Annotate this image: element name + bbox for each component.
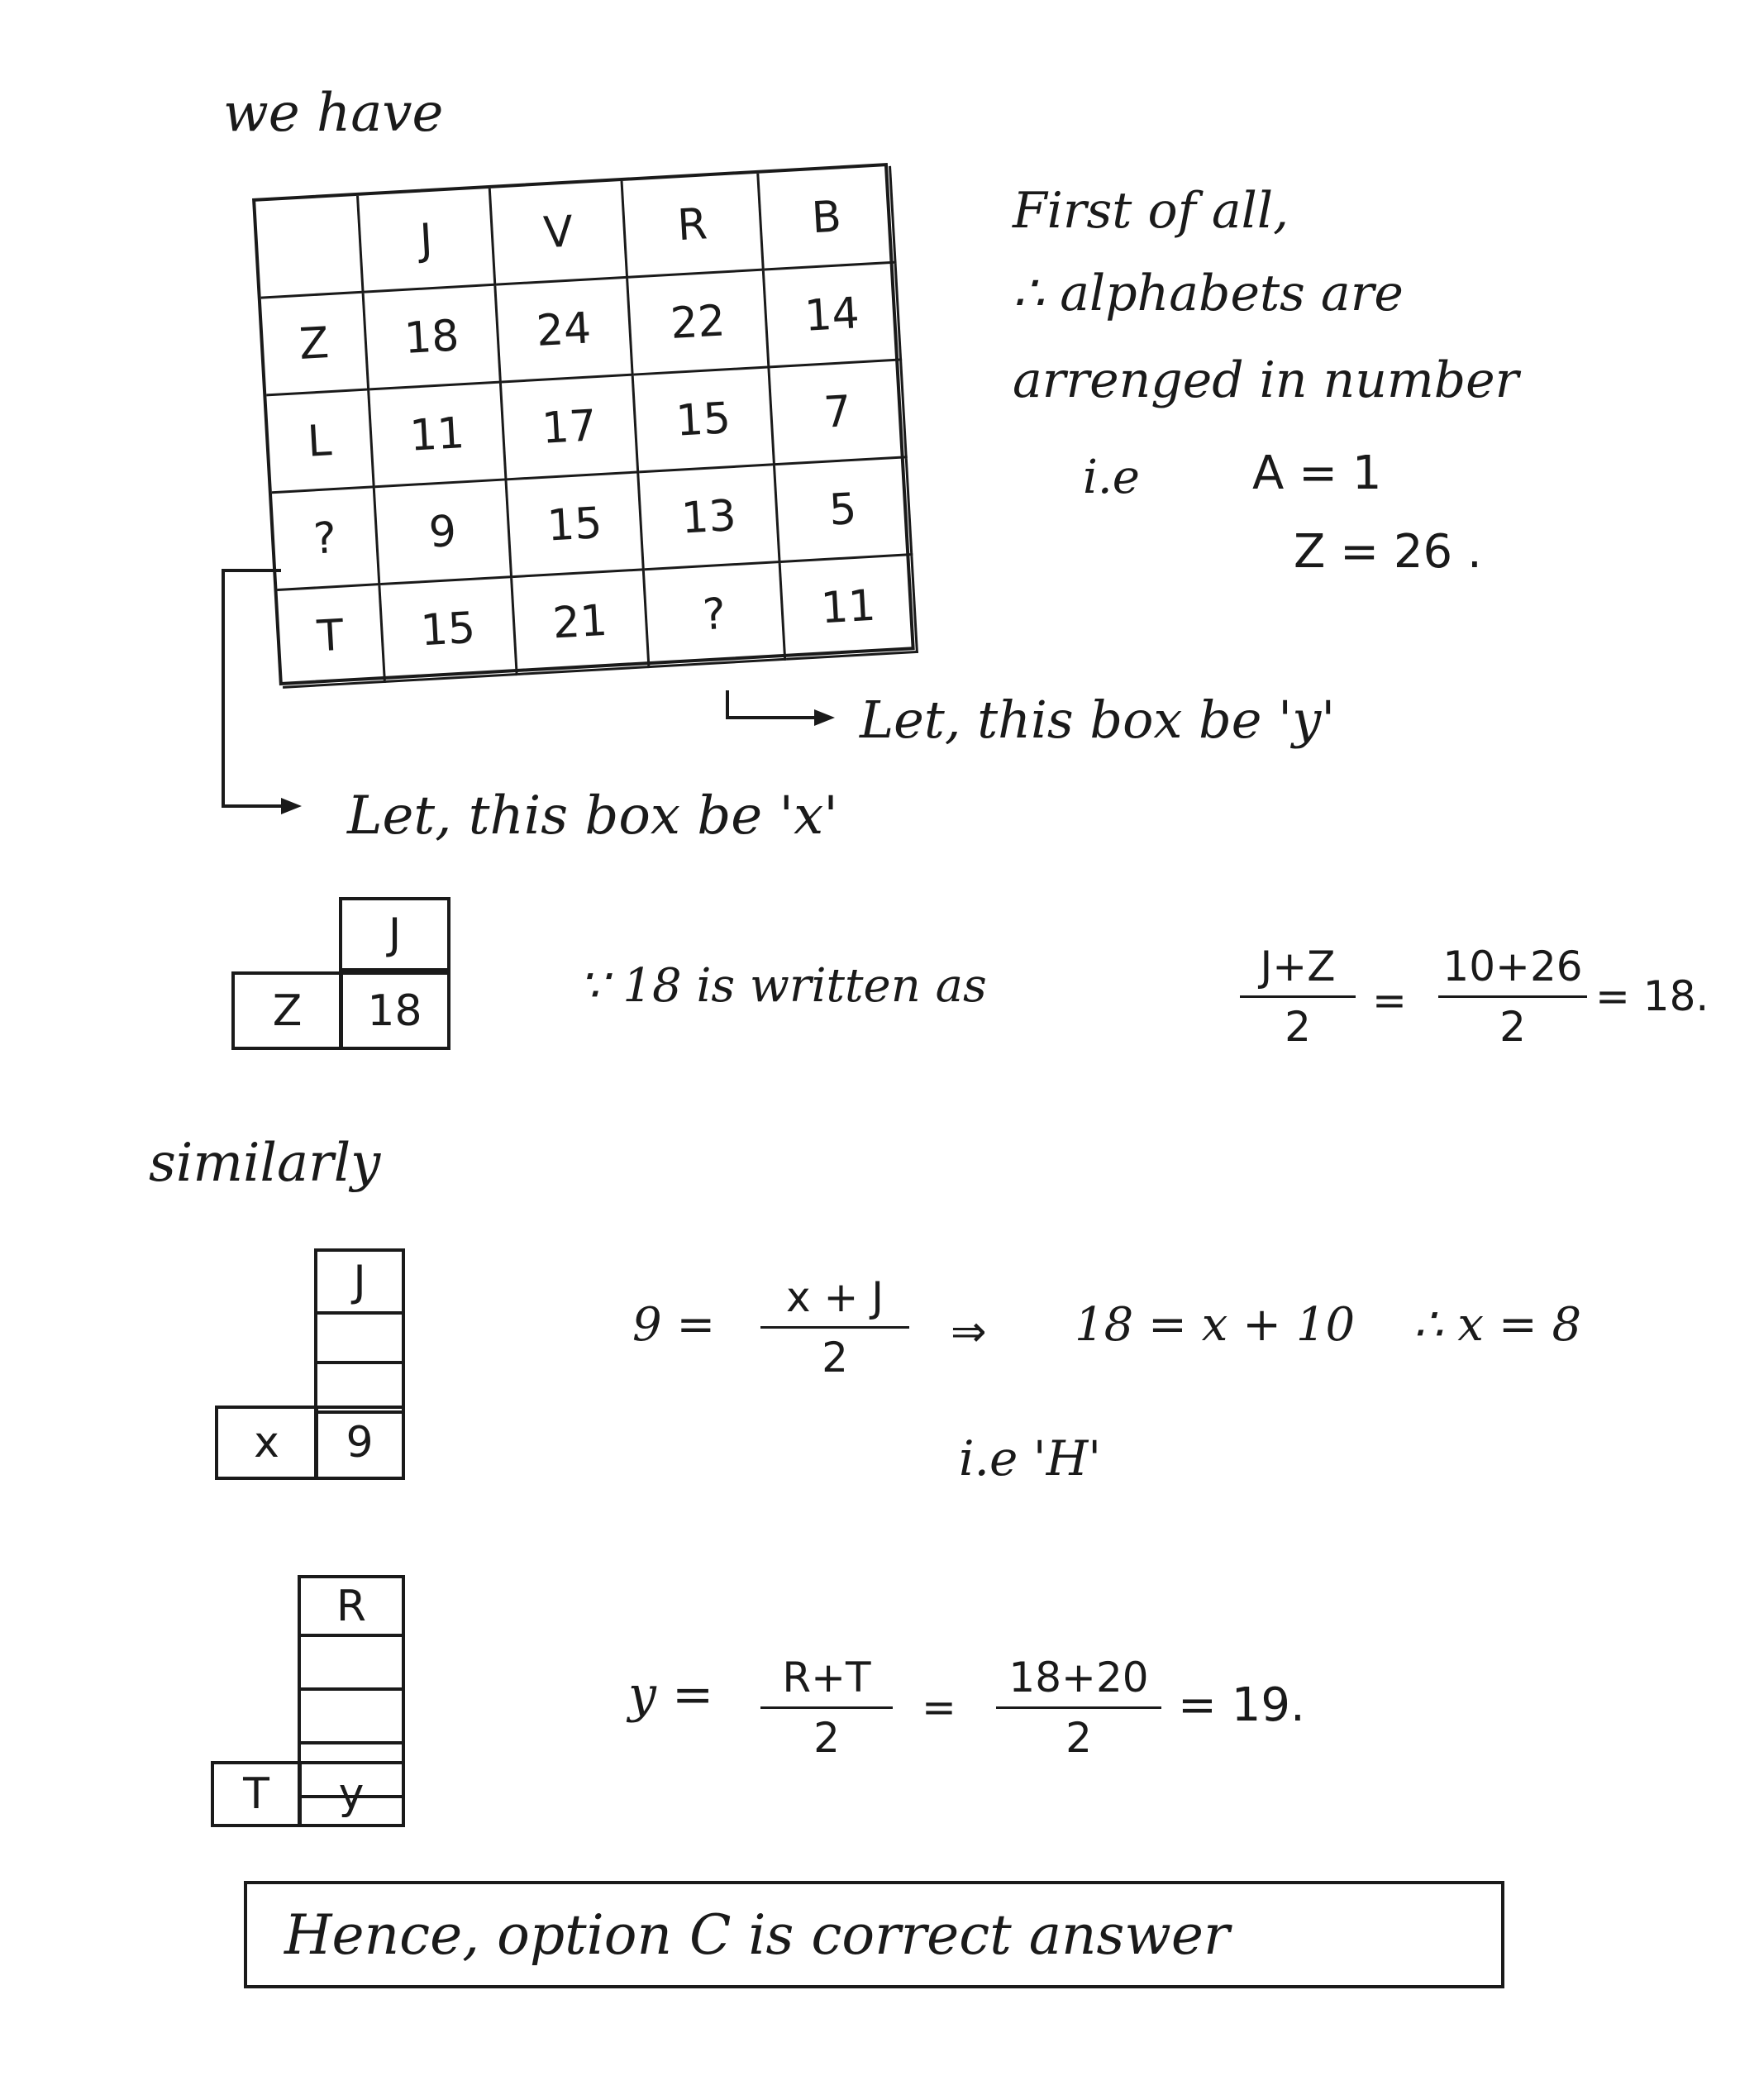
stepy-left-box: T: [211, 1761, 302, 1827]
example-value-box: 18: [339, 971, 450, 1050]
grid-cell: 22: [628, 271, 770, 376]
stepx-fraction: [760, 1273, 909, 1382]
fraction-bar: [760, 1326, 909, 1329]
stepy-lhs: y =: [628, 1666, 714, 1724]
y-arrow-line: [727, 690, 814, 718]
grid-row-label-x: ?: [272, 488, 380, 591]
grid-row-label: Z: [261, 294, 369, 397]
stepx-empty-box: [314, 1315, 405, 1364]
stepy-fraction-2: [996, 1654, 1161, 1762]
stepy-value-box: y: [298, 1761, 405, 1827]
fraction-numerator: R+T: [782, 1654, 871, 1701]
grid-cell: 17: [502, 376, 639, 481]
stepx-value-box: 9: [314, 1406, 405, 1480]
fraction-denominator: 2: [1065, 1714, 1092, 1762]
fraction-numerator: J+Z: [1260, 943, 1336, 990]
grid-cell: 18: [365, 286, 502, 391]
fraction-denominator: 2: [1499, 1003, 1526, 1051]
stepy-empty-box: [298, 1691, 405, 1744]
grid-cell: 15: [508, 473, 645, 578]
grid-row-label: L: [266, 390, 374, 494]
example-left-box: Z: [231, 971, 343, 1050]
grid-cell: 7: [770, 360, 907, 465]
fraction-denominator: 2: [813, 1714, 840, 1762]
note-line: arrenged in number: [1013, 351, 1519, 409]
fraction-bar: [996, 1706, 1161, 1709]
equals-sign: =: [922, 1683, 956, 1731]
stepy-result: = 19.: [1178, 1678, 1305, 1732]
x-arrow-head: [281, 798, 302, 814]
stepx-top-box: J: [314, 1248, 405, 1315]
example-fraction-2: [1438, 943, 1587, 1051]
stepy-fraction-1: [760, 1654, 893, 1762]
stepy-top-box: R: [298, 1575, 405, 1637]
example-statement: ∵ 18 is written as: [579, 959, 987, 1013]
implies-sign: ⇒: [951, 1307, 987, 1357]
example-result: = 18.: [1595, 972, 1709, 1020]
example-top-box: J: [339, 897, 450, 971]
note-line: Z = 26 .: [1294, 525, 1482, 579]
fraction-bar: [1240, 995, 1356, 998]
grid-cell: 15: [634, 368, 775, 473]
answer-box: [244, 1881, 1504, 1988]
heading: we have: [223, 83, 444, 144]
equals-sign: =: [1372, 976, 1407, 1024]
note-line: ∴ alphabets are: [1013, 265, 1404, 322]
grid-cell: 21: [512, 570, 650, 675]
x-arrow-line: [223, 570, 281, 806]
fraction-bar: [1438, 995, 1587, 998]
fraction-denominator: 2: [822, 1334, 848, 1382]
similarly-heading: similarly: [149, 1133, 381, 1194]
grid-cell: 5: [775, 458, 913, 563]
fraction-bar: [760, 1706, 893, 1709]
note-line: A = 1: [1252, 446, 1382, 500]
stepx-left-box: x: [215, 1406, 318, 1480]
grid-header-cell: V: [491, 181, 628, 286]
fraction-denominator: 2: [1285, 1003, 1311, 1051]
grid-header-cell: J: [359, 189, 496, 294]
grid-cell: 15: [380, 578, 517, 683]
fraction-numerator: 10+26: [1442, 943, 1583, 990]
grid-header-cell: R: [623, 174, 765, 279]
note-line: i.e: [1083, 451, 1140, 504]
label-y: Let, this box be 'y': [860, 690, 1336, 750]
stepx-lhs: 9 =: [632, 1298, 716, 1352]
answer-text: Hence, option C is correct answer: [284, 1902, 1230, 1967]
stepx-conclusion: ∴ x = 8: [1413, 1298, 1582, 1352]
grid-cell: 14: [765, 264, 902, 369]
grid-cell: 11: [781, 556, 918, 661]
grid-header-cell: B: [759, 166, 896, 271]
stepx-rhs: 18 = x + 10: [1075, 1298, 1356, 1352]
stepx-ie: i.e 'H': [959, 1430, 1102, 1487]
grid-cell: 24: [496, 279, 633, 384]
stepy-empty-box: [298, 1637, 405, 1691]
fraction-numerator: 18+20: [1008, 1654, 1149, 1701]
grid-cell: 9: [375, 480, 512, 585]
grid-cell-y: ?: [645, 563, 786, 668]
grid-row-label: T: [278, 585, 386, 689]
y-arrow-head: [814, 709, 835, 726]
example-fraction-1: [1240, 943, 1356, 1051]
label-x: Let, this box be 'x': [347, 785, 838, 847]
note-line: First of all,: [1013, 182, 1289, 240]
grid-cell: 13: [639, 465, 780, 570]
fraction-numerator: x + J: [785, 1273, 884, 1321]
grid-cell: 11: [369, 383, 507, 488]
